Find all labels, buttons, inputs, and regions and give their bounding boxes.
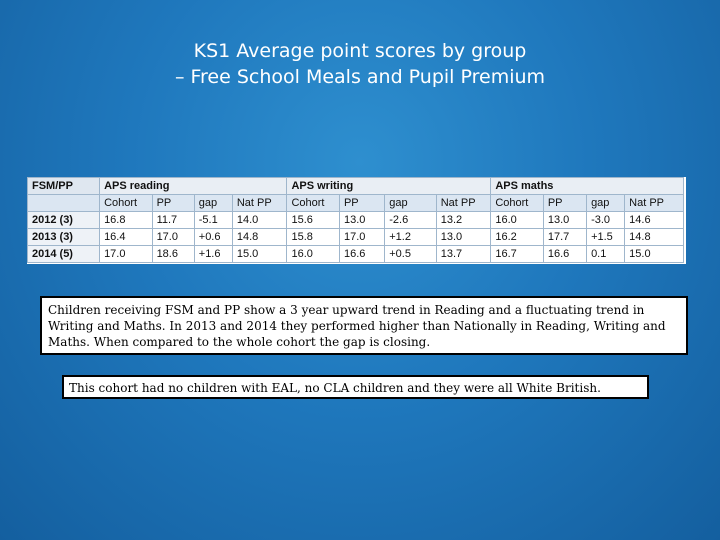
cell-value: 16.2: [491, 229, 544, 246]
cell-value: +0.6: [194, 229, 232, 246]
cell-value: 16.8: [100, 212, 153, 229]
cell-value: +0.5: [385, 246, 436, 263]
subheader-blank: [28, 195, 100, 212]
cell-value: 17.0: [100, 246, 153, 263]
cell-value: 16.6: [543, 246, 586, 263]
row-label: 2012 (3): [28, 212, 100, 229]
cell-value: 18.6: [152, 246, 194, 263]
cell-value: 13.0: [543, 212, 586, 229]
cell-value: 14.8: [232, 229, 287, 246]
header-fsm-pp: FSM/PP: [28, 178, 100, 195]
table-header-group-row: [28, 178, 684, 195]
cell-value: 15.6: [287, 212, 340, 229]
cell-value: 13.0: [436, 229, 491, 246]
table-row: [28, 229, 684, 246]
row-label: 2014 (5): [28, 246, 100, 263]
subheader-cohort: Cohort: [491, 195, 544, 212]
row-label: 2013 (3): [28, 229, 100, 246]
header-aps-writing: APS writing: [287, 178, 491, 195]
subheader-nat-pp: Nat PP: [625, 195, 684, 212]
table-row: [28, 246, 684, 263]
cohort-note: This cohort had no children with EAL, no CLA children and they were all White British.: [62, 375, 649, 399]
header-aps-maths: APS maths: [491, 178, 684, 195]
cell-value: 14.0: [232, 212, 287, 229]
cell-value: 16.0: [491, 212, 544, 229]
subheader-pp: PP: [543, 195, 586, 212]
cell-value: 16.4: [100, 229, 153, 246]
cell-value: -5.1: [194, 212, 232, 229]
subheader-nat-pp: Nat PP: [436, 195, 491, 212]
subheader-gap: gap: [587, 195, 625, 212]
cell-value: +1.2: [385, 229, 436, 246]
cell-value: 16.0: [287, 246, 340, 263]
subheader-pp: PP: [152, 195, 194, 212]
cell-value: 17.0: [152, 229, 194, 246]
subheader-cohort: Cohort: [287, 195, 340, 212]
cell-value: 17.7: [543, 229, 586, 246]
cell-value: 15.0: [625, 246, 684, 263]
title-line-1: KS1 Average point scores by group: [193, 40, 527, 62]
slide-title: [0, 38, 720, 90]
cell-value: 16.7: [491, 246, 544, 263]
subheader-nat-pp: Nat PP: [232, 195, 287, 212]
cell-value: +1.6: [194, 246, 232, 263]
scores-table: [27, 177, 684, 263]
cell-value: -2.6: [385, 212, 436, 229]
table-subheader-row: [28, 195, 684, 212]
cell-value: 15.8: [287, 229, 340, 246]
subheader-gap: gap: [385, 195, 436, 212]
cell-value: 15.0: [232, 246, 287, 263]
subheader-gap: gap: [194, 195, 232, 212]
subheader-pp: PP: [339, 195, 384, 212]
cell-value: 16.6: [339, 246, 384, 263]
cell-value: 17.0: [339, 229, 384, 246]
cell-value: +1.5: [587, 229, 625, 246]
cell-value: 0.1: [587, 246, 625, 263]
subheader-cohort: Cohort: [100, 195, 153, 212]
cell-value: 14.8: [625, 229, 684, 246]
title-line-2: – Free School Meals and Pupil Premium: [174, 66, 546, 88]
cell-value: 13.0: [339, 212, 384, 229]
cell-value: 14.6: [625, 212, 684, 229]
cell-value: 13.2: [436, 212, 491, 229]
cell-value: -3.0: [587, 212, 625, 229]
table-row: [28, 212, 684, 229]
scores-table-image: [27, 177, 686, 264]
summary-note: Children receiving FSM and PP show a 3 year upward trend in Reading and a fluctuating trend in Writing and Maths. In 2013 and 2014 they performed higher than Nationally in Reading, Writing and Maths. When compared to the whole cohort the gap is closing.: [40, 296, 688, 355]
header-aps-reading: APS reading: [100, 178, 287, 195]
cell-value: 11.7: [152, 212, 194, 229]
cell-value: 13.7: [436, 246, 491, 263]
